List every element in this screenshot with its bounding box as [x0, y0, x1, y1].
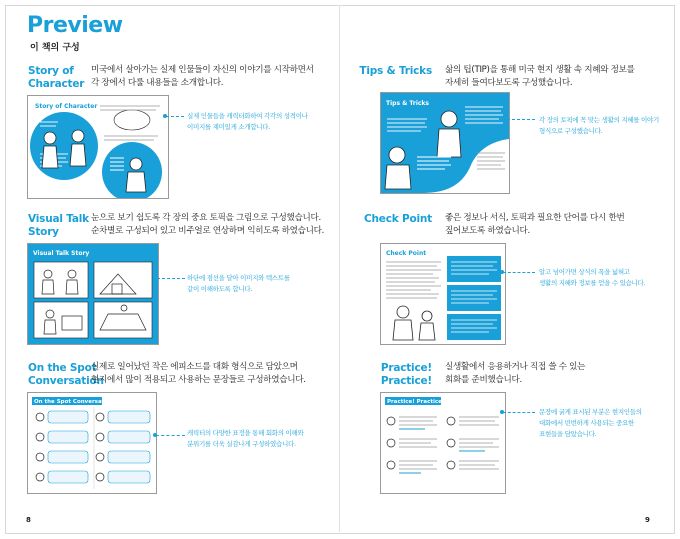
section-desc-line: 짚어보도록 하였습니다.: [445, 226, 530, 236]
story-thumb-header: Story of Character: [35, 103, 98, 110]
section-desc-line: 회화를 준비했습니다.: [445, 375, 522, 385]
section-desc-line: 순차별로 구성되어 있고 비주얼로 연상하며 익히도록 하였습니다.: [91, 226, 325, 236]
callout-line-text: 문장에 굵게 표시된 부분은 현지인들의: [539, 408, 642, 416]
callout-line-text: 캐릭터의 다양한 표정을 통해 회화의 이해와: [187, 429, 304, 437]
callout-line-text: 형식으로 구성했습니다.: [539, 127, 603, 135]
page-subtitle: 이 책의 구성: [30, 43, 80, 53]
section-title-line: Practice!: [380, 362, 432, 374]
practice-thumbnail-illustration: [381, 393, 505, 493]
tips-thumbnail-illustration: [381, 93, 509, 193]
book-spine: [339, 5, 340, 532]
section-desc-line: 자세히 들여다보도록 구성했습니다.: [445, 78, 573, 88]
callout-line: [503, 412, 535, 413]
section-title-practice: [350, 362, 432, 388]
callout-line-text: 이미지를 재미있게 소개합니다.: [187, 123, 271, 131]
callout-line-text: 같이 이해하도록 합니다.: [187, 285, 253, 293]
callout-tips: [539, 115, 659, 137]
callout-line-text: 분위기를 더욱 실감나게 구성하였습니다.: [187, 440, 296, 448]
section-title-line: Story: [28, 226, 59, 238]
callout-line: [503, 272, 535, 273]
thumbnail-spot: [27, 392, 157, 494]
page-number-left: 8: [26, 516, 31, 524]
section-title-line: Visual Talk: [28, 213, 89, 225]
section-desc-line: 각 장에서 다룰 내용들을 소개합니다.: [91, 78, 224, 88]
callout-line-text: 각 장의 토픽에 꼭 맞는 생활의 지혜를 이야기: [539, 116, 659, 124]
callout-line-text: 표현들을 담았습니다.: [539, 430, 597, 438]
spot-thumbnail-illustration: [28, 393, 156, 493]
callout-visual: [187, 273, 290, 295]
section-title-story: [28, 65, 84, 91]
section-desc-line: 미국에서 살아가는 실제 인물들이 자신의 이야기를 시작하면서: [91, 65, 314, 75]
thumbnail-check: [380, 243, 506, 345]
section-desc-story: [91, 64, 314, 90]
callout-practice: [539, 407, 642, 440]
section-title-tips: [350, 65, 432, 78]
section-title-visual: [28, 213, 89, 239]
callout-line-text: 알고 넘어가면 상식의 폭을 넓혀고: [539, 268, 630, 276]
section-desc-line: 눈으로 보기 쉽도록 각 장의 중요 토픽을 그림으로 구성했습니다.: [91, 213, 321, 223]
section-desc-line: 삶의 팁(TIP)을 통해 미국 현지 생활 속 지혜와 정보를: [445, 65, 635, 75]
section-title-line: Tips & Tricks: [359, 65, 432, 77]
thumbnail-practice: [380, 392, 506, 494]
callout-line: [166, 116, 184, 117]
tips-thumb-header: Tips & Tricks: [386, 100, 429, 107]
section-title-line: Character: [28, 78, 85, 90]
callout-check: [539, 267, 645, 289]
callout-line: [156, 435, 185, 436]
section-desc-line: 실생활에서 응용하거나 직접 쓸 수 있는: [445, 362, 586, 372]
section-title-line: Conversation: [28, 375, 104, 387]
page-number-right: 9: [645, 516, 650, 524]
section-desc-spot: [91, 361, 306, 387]
callout-line-text: 하단에 점선을 달아 이미지와 텍스트를: [187, 274, 290, 282]
page-title: Preview: [27, 13, 123, 38]
check-thumb-header: Check Point: [386, 250, 427, 257]
section-desc-practice: [445, 361, 585, 387]
section-title-line: Story of: [28, 65, 74, 77]
thumbnail-tips: [380, 92, 510, 194]
section-desc-check: [445, 212, 625, 238]
visual-thumbnail-illustration: [28, 244, 158, 344]
callout-line-text: 대화에서 빈번하게 사용되는 중요한: [539, 419, 634, 427]
callout-line: [507, 119, 535, 120]
section-desc-visual: [91, 212, 324, 238]
story-thumbnail-illustration: [28, 96, 168, 198]
callout-line: [157, 278, 185, 279]
callout-spot: [187, 428, 303, 450]
callout-story: [187, 111, 308, 133]
practice-thumb-header: Practice! Practice!: [387, 399, 445, 405]
thumbnail-visual: [27, 243, 159, 345]
section-title-line: Check Point: [364, 213, 432, 225]
section-desc-line: 현지에서 많이 적용되고 사용하는 문장들로 구성하였습니다.: [91, 375, 306, 385]
section-title-line: Practice!: [380, 375, 432, 387]
section-desc-line: 실제로 일어났던 작은 에피소드를 대화 형식으로 담았으며: [91, 362, 298, 372]
spot-thumb-header: On the Spot Conversation: [34, 399, 114, 405]
visual-thumb-header: Visual Talk Story: [33, 250, 90, 257]
check-thumbnail-illustration: [381, 244, 505, 344]
section-title-check: [350, 213, 432, 226]
callout-line-text: 실제 인물들을 캐릭터화하여 각각의 성격이나: [187, 112, 308, 120]
thumbnail-story: [27, 95, 169, 199]
callout-line-text: 생활의 지혜와 정보를 얻을 수 있습니다.: [539, 279, 646, 287]
section-desc-tips: [445, 64, 635, 90]
section-desc-line: 좋은 정보나 서식, 토픽과 필요한 단어를 다시 한번: [445, 213, 625, 223]
section-title-line: On the Spot: [28, 362, 97, 374]
